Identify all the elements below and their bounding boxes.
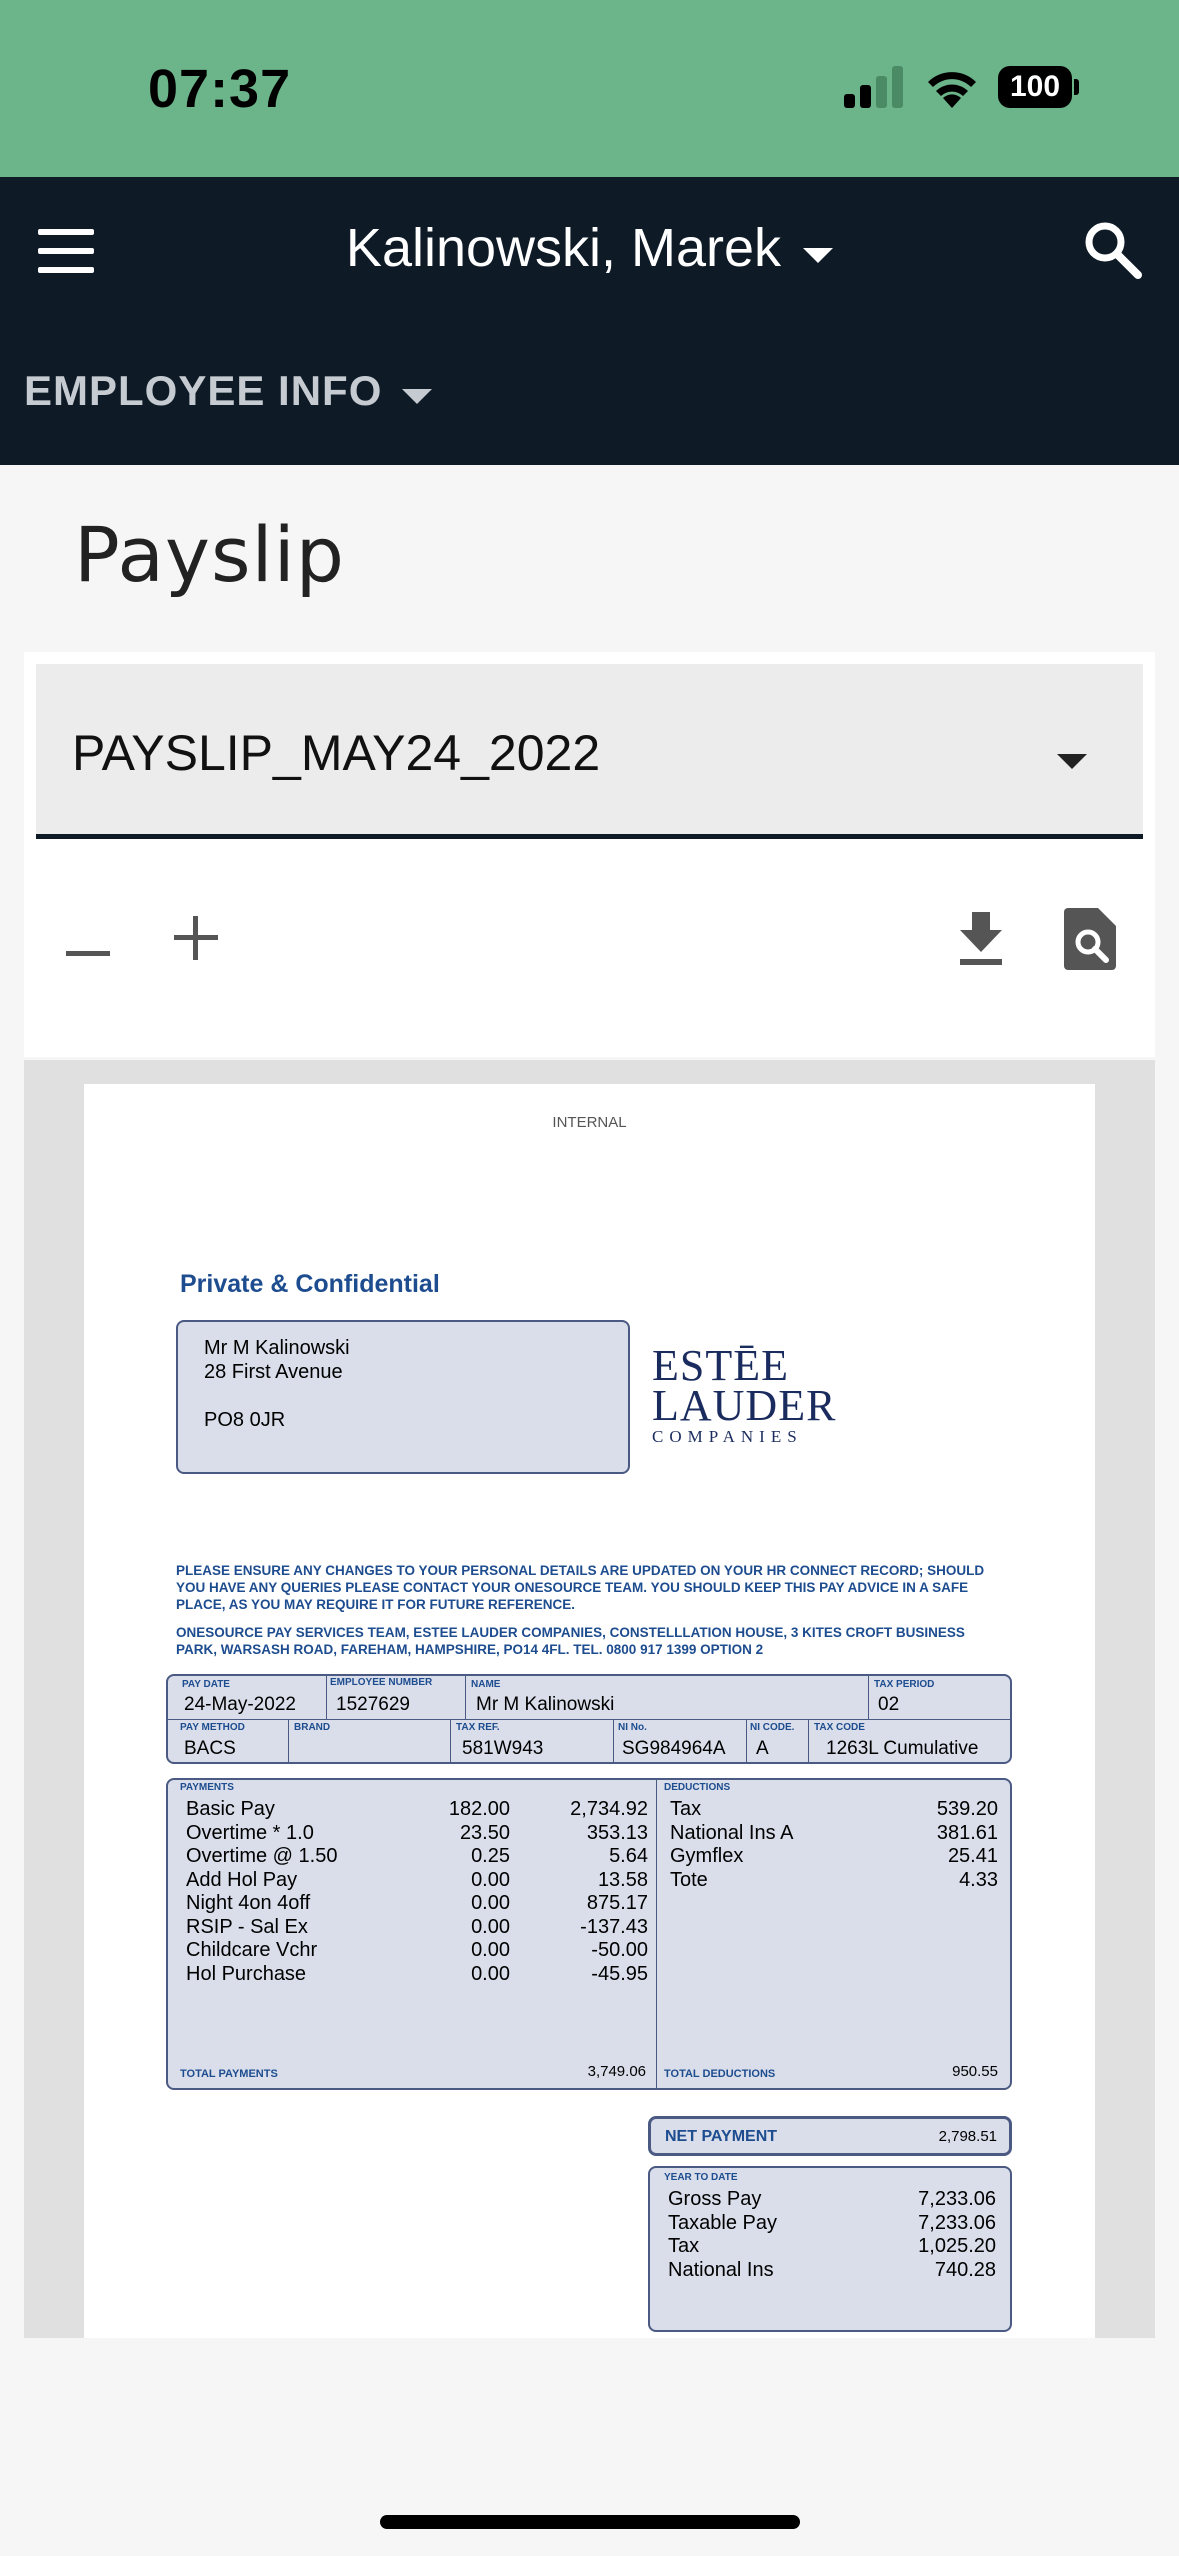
deduction-amount: 4.33 bbox=[959, 1868, 998, 1891]
payment-amount: 5.64 bbox=[609, 1845, 648, 1867]
field-label: TAX REF. bbox=[456, 1722, 500, 1733]
status-bar bbox=[0, 0, 1179, 177]
payment-description: Add Hol Pay bbox=[186, 1868, 298, 1891]
ytd-amount: 740.28 bbox=[934, 2258, 996, 2281]
chevron-down-icon bbox=[803, 248, 833, 263]
total-deductions: 950.55 bbox=[952, 2063, 998, 2080]
net-payment: 2,798.51 bbox=[938, 2128, 997, 2145]
app-header bbox=[0, 177, 1179, 465]
employee-number: 1527629 bbox=[336, 1694, 410, 1715]
battery-icon bbox=[998, 66, 1080, 108]
payslip-select[interactable] bbox=[36, 664, 1143, 839]
tax-reference: 581W943 bbox=[462, 1738, 544, 1759]
deduction-amount: 25.41 bbox=[947, 1845, 998, 1867]
wifi-icon bbox=[924, 64, 980, 108]
payment-description: RSIP - Sal Ex bbox=[186, 1915, 308, 1938]
battery-level: 100 bbox=[998, 66, 1072, 108]
payslip-select-value: PAYSLIP_MAY24_2022 bbox=[72, 725, 601, 781]
payments-label: PAYMENTS bbox=[180, 1782, 234, 1793]
zoom-in-icon[interactable] bbox=[174, 916, 218, 960]
deduction-description: Gymflex bbox=[670, 1845, 744, 1867]
payment-units: 0.00 bbox=[471, 1962, 510, 1985]
document-search-icon[interactable] bbox=[1064, 908, 1116, 970]
status-time: 07:37 bbox=[148, 59, 292, 119]
tax-code: 1263L Cumulative bbox=[826, 1738, 979, 1759]
ni-number: SG984964A bbox=[622, 1738, 726, 1759]
field-label: TAX PERIOD bbox=[874, 1679, 935, 1690]
ytd-amount: 7,233.06 bbox=[918, 2188, 996, 2210]
field-label: PAY METHOD bbox=[180, 1722, 245, 1733]
cellular-signal-icon bbox=[844, 66, 906, 108]
download-icon[interactable] bbox=[958, 912, 1004, 966]
payment-amount: -50.00 bbox=[591, 1939, 648, 1961]
field-label: NAME bbox=[471, 1679, 501, 1690]
total-payments: 3,749.06 bbox=[587, 2063, 646, 2080]
chevron-down-icon bbox=[1057, 754, 1087, 769]
confidential-heading: Private & Confidential bbox=[180, 1270, 440, 1298]
payment-amount: 875.17 bbox=[586, 1892, 648, 1914]
payment-units: 0.00 bbox=[471, 1868, 510, 1891]
ytd-label: YEAR TO DATE bbox=[664, 2172, 738, 2183]
contact-text: ONESOURCE PAY SERVICES TEAM, ESTEE LAUDER COMPANIES, CONSTELLLATION HOUSE, 3 KITES CROFT BUSINESS PARK, WARSASH ROAD, FAREHAM, HAMPSHIRE, PO14 4FL. TEL. 0800 917 1399 OPTION 2 bbox=[176, 1625, 965, 1657]
notice-text: PLEASE ENSURE ANY CHANGES TO YOUR PERSONAL DETAILS ARE UPDATED ON YOUR HR CONNECT RECORD; SHOULD YOU HAVE ANY QUERIES PLEASE CONTACT YOUR ONESOURCE TEAM. YOU SHOULD KEEP THIS PAY ADVICE IN A SAFE PLACE, AS YOU MAY REQUIRE IT FOR FUTURE REFERENCE. bbox=[176, 1563, 985, 1612]
address-line: 28 First Avenue bbox=[204, 1361, 343, 1383]
search-icon[interactable] bbox=[1082, 219, 1142, 279]
year-to-date-box bbox=[648, 2166, 1012, 2332]
ytd-amount: 7,233.06 bbox=[918, 2211, 996, 2234]
company-logo: ESTĒE LAUDER COMPANIES bbox=[652, 1341, 837, 1446]
payment-description: Night 4on 4off bbox=[186, 1892, 311, 1914]
payments-deductions-box bbox=[166, 1778, 1012, 2090]
payment-units: 23.50 bbox=[459, 1821, 510, 1844]
total-payments-label: TOTAL PAYMENTS bbox=[180, 2068, 278, 2080]
employee-switcher[interactable] bbox=[0, 217, 1179, 279]
deduction-description: Tax bbox=[670, 1798, 702, 1820]
employee-name-field: Mr M Kalinowski bbox=[476, 1694, 615, 1715]
zoom-out-icon[interactable] bbox=[66, 932, 110, 976]
page-title: Payslip bbox=[74, 510, 346, 599]
payment-description: Overtime * 1.0 bbox=[186, 1821, 314, 1844]
employee-name: Kalinowski, Marek bbox=[345, 218, 782, 278]
payment-description: Basic Pay bbox=[186, 1798, 275, 1820]
ytd-description: National Ins bbox=[668, 2258, 774, 2281]
payment-description: Overtime @ 1.50 bbox=[186, 1845, 338, 1867]
payment-units: 0.25 bbox=[471, 1845, 510, 1867]
ytd-description: Taxable Pay bbox=[668, 2211, 777, 2234]
employee-details-box bbox=[166, 1674, 1012, 1764]
field-label: PAY DATE bbox=[182, 1679, 230, 1690]
pay-method: BACS bbox=[184, 1738, 236, 1759]
field-label: NI No. bbox=[618, 1722, 647, 1733]
field-label: EMPLOYEE NUMBER bbox=[330, 1677, 433, 1688]
deduction-amount: 539.20 bbox=[936, 1798, 998, 1820]
address-line: Mr M Kalinowski bbox=[204, 1337, 350, 1359]
chevron-down-icon bbox=[402, 389, 432, 404]
payment-amount: 2,734.92 bbox=[570, 1798, 648, 1820]
deduction-description: National Ins A bbox=[670, 1821, 794, 1844]
home-indicator[interactable] bbox=[380, 2515, 800, 2529]
payment-description: Childcare Vchr bbox=[186, 1939, 318, 1961]
payment-description: Hol Purchase bbox=[186, 1962, 307, 1985]
section-dropdown[interactable] bbox=[24, 367, 432, 415]
payment-amount: 13.58 bbox=[597, 1868, 648, 1891]
total-deductions-label: TOTAL DEDUCTIONS bbox=[664, 2068, 776, 2080]
payment-units: 0.00 bbox=[471, 1892, 510, 1914]
deductions-label: DEDUCTIONS bbox=[664, 1782, 731, 1793]
deduction-description: Tote bbox=[670, 1868, 708, 1891]
payment-amount: 353.13 bbox=[586, 1821, 648, 1844]
tax-period: 02 bbox=[878, 1694, 900, 1715]
payment-units: 0.00 bbox=[471, 1939, 510, 1961]
classification-label: INTERNAL bbox=[552, 1114, 627, 1131]
net-payment-label: NET PAYMENT bbox=[665, 2128, 778, 2145]
field-label: TAX CODE bbox=[814, 1722, 865, 1733]
document-viewer[interactable] bbox=[24, 1060, 1155, 2338]
field-label: NI CODE. bbox=[750, 1722, 795, 1733]
section-label: EMPLOYEE INFO bbox=[24, 367, 383, 414]
ni-code: A bbox=[756, 1738, 769, 1759]
ytd-description: Gross Pay bbox=[668, 2188, 762, 2210]
ytd-description: Tax bbox=[668, 2235, 700, 2257]
payment-amount: -137.43 bbox=[580, 1915, 648, 1938]
payment-units: 182.00 bbox=[448, 1798, 510, 1820]
pay-date: 24-May-2022 bbox=[184, 1694, 296, 1715]
address-window bbox=[176, 1320, 630, 1474]
payment-amount: -45.95 bbox=[591, 1962, 648, 1985]
deduction-amount: 381.61 bbox=[936, 1821, 998, 1844]
payslip-document bbox=[84, 1084, 1095, 2338]
net-payment-box bbox=[648, 2116, 1012, 2156]
field-label: BRAND bbox=[294, 1722, 331, 1733]
ytd-amount: 1,025.20 bbox=[918, 2235, 996, 2257]
address-postcode: PO8 0JR bbox=[204, 1409, 286, 1431]
payslip-panel bbox=[24, 652, 1155, 1057]
payment-units: 0.00 bbox=[471, 1915, 510, 1938]
